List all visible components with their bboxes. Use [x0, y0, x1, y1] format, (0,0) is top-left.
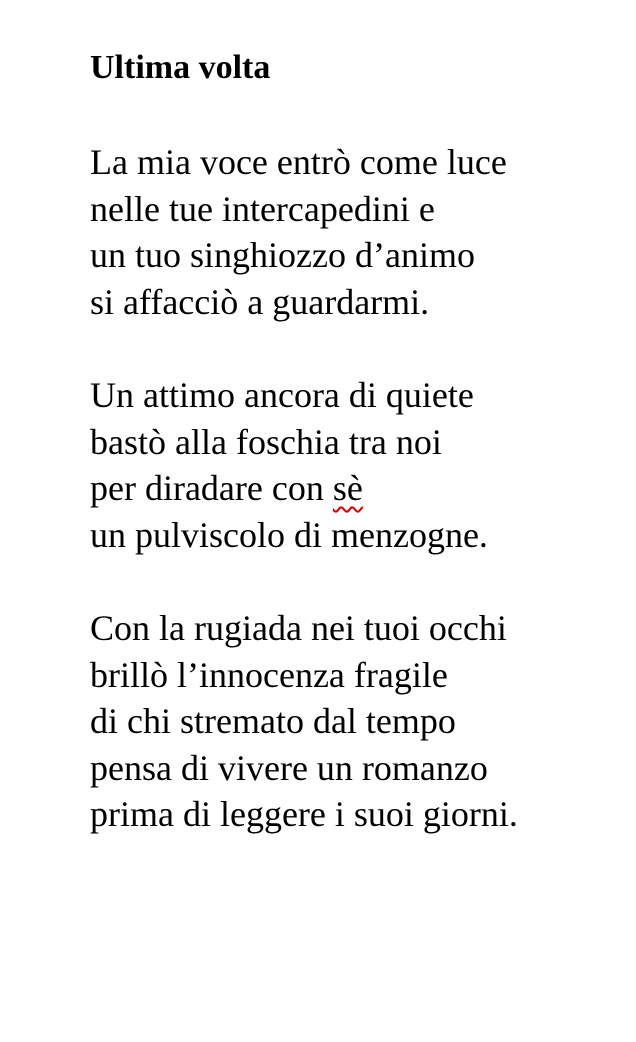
poem-line: di chi stremato dal tempo	[90, 701, 456, 741]
poem-line: un pulviscolo di menzogne.	[90, 514, 488, 555]
poem-line: prima di leggere i suoi giorni.	[90, 794, 518, 834]
stanza-2	[90, 372, 488, 558]
poem-line: bastò alla foschia tra noi	[90, 421, 442, 462]
poem-line: pensa di vivere un romanzo	[90, 747, 488, 788]
poem-title: Ultima volta	[90, 49, 271, 86]
poem-line: si affacciò a guardarmi.	[90, 281, 430, 322]
stanza-1	[90, 139, 507, 325]
poem-line: Un attimo ancora di quiete	[90, 375, 474, 415]
misspelled-word[interactable]: sè	[332, 468, 363, 508]
poem-line: brillò l’innocenza fragile	[90, 654, 448, 695]
poem-line: La mia voce entrò come luce	[90, 142, 507, 182]
poem-line: un tuo singhiozzo d’animo	[90, 235, 475, 275]
poem-line: nelle tue intercapedini e	[90, 188, 435, 229]
poem-line	[90, 465, 488, 512]
poem-line-text: per diradare con	[90, 468, 333, 508]
poem-line: Con la rugiada nei tuoi occhi	[90, 608, 507, 648]
stanza-3	[90, 605, 518, 838]
